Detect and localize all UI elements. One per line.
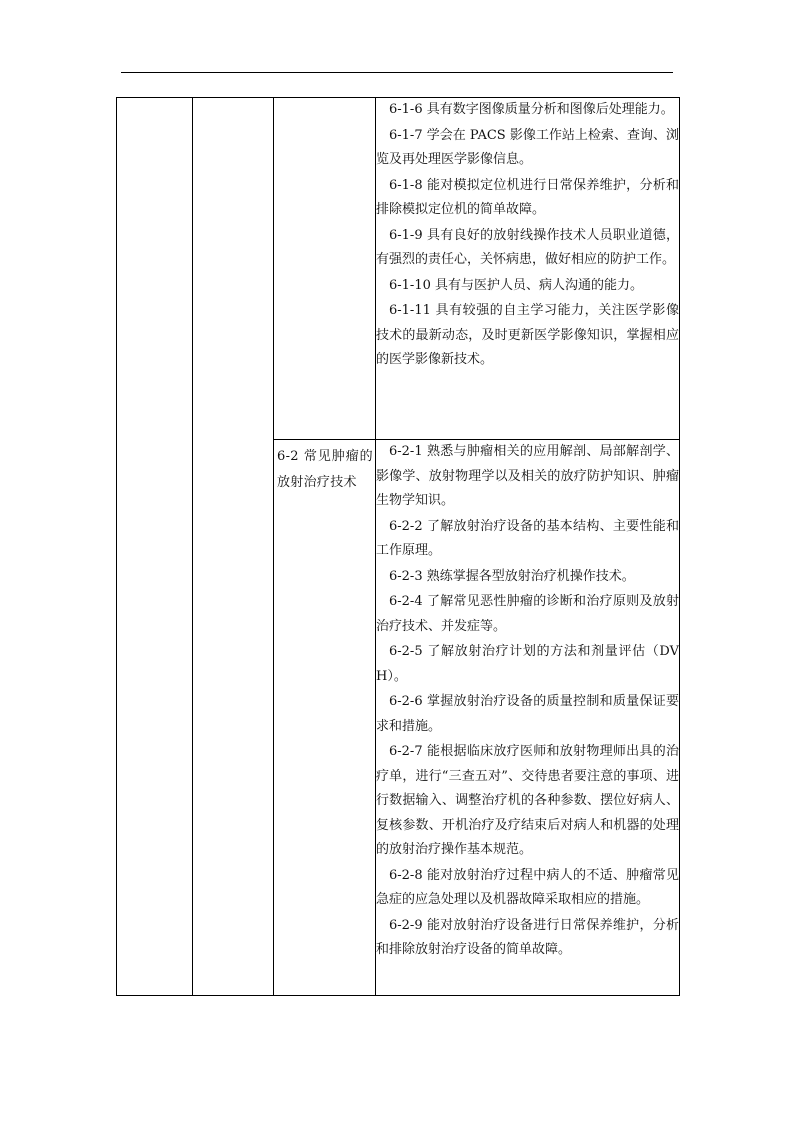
requirements-cell (376, 98, 680, 440)
requirement-item: 6-2-5 了解放射治疗计划的方法和剂量评估（DVH）。 (376, 644, 679, 684)
subcategory-label (274, 98, 375, 102)
table-row (117, 98, 680, 440)
requirement-item: 6-2-6 掌握放射治疗设备的质量控制和质量保证要求和措施。 (376, 694, 679, 734)
header-rule (121, 72, 673, 73)
requirement-item: 6-2-8 能对放射治疗过程中病人的不适、肿瘤常见急症的应急处理以及机器故障采取相应的措施。 (376, 867, 679, 907)
requirement-item: 6-2-1 熟悉与肿瘤相关的应用解剖、局部解剖学、影像学、放射物理学以及相关的放疗防护知识、肿瘤生物学知识。 (376, 444, 679, 508)
curriculum-table (116, 97, 680, 996)
subcategory-label: 6-2 常见肿瘤的放射治疗技术 (277, 449, 373, 490)
requirement-item: 6-2-2 了解放射治疗设备的基本结构、主要性能和工作原理。 (376, 518, 679, 558)
subcategory-cell (274, 440, 376, 996)
requirement-item: 6-1-8 能对模拟定位机进行日常保养维护，分析和排除模拟定位机的简单故障。 (376, 177, 679, 217)
requirement-item: 6-2-3 熟练掌握各型放射治疗机操作技术。 (389, 568, 635, 584)
requirements-cell (376, 440, 680, 996)
requirement-item: 6-1-11 具有较强的自主学习能力，关注医学影像技术的最新动态，及时更新医学影像知识，掌握相应的医学影像新技术。 (376, 303, 679, 367)
requirement-item: 6-1-7 学会在 PACS 影像工作站上检索、查询、浏览及再处理医学影像信息。 (376, 127, 679, 167)
requirement-item: 6-1-10 具有与医护人员、病人沟通的能力。 (389, 277, 644, 293)
subcategory-cell (274, 98, 376, 440)
requirement-item: 6-1-6 具有数字图像质量分析和图像后处理能力。 (389, 102, 674, 117)
requirement-item: 6-2-9 能对放射治疗设备进行日常保养维护，分析和排除放射治疗设备的简单故障。 (376, 917, 679, 957)
requirement-item: 6-2-7 能根据临床放疗医师和放射物理师出具的治疗单，进行“三查五对”、交待患者要注意的事项、进行数据输入、调整治疗机的各种参数、摆位好病人、复核参数、开机治疗及疗结束后对病人和机器的处理的放射治疗操作基本规范。 (376, 744, 679, 857)
unit-cell (193, 98, 274, 996)
requirement-item: 6-1-9 具有良好的放射线操作技术人员职业道德，有强烈的责任心，关怀病患，做好相应的防护工作。 (376, 227, 679, 267)
module-cell (117, 98, 193, 996)
requirement-item: 6-2-4 了解常见恶性肿瘤的诊断和治疗原则及放射治疗技术、并发症等。 (376, 594, 679, 634)
